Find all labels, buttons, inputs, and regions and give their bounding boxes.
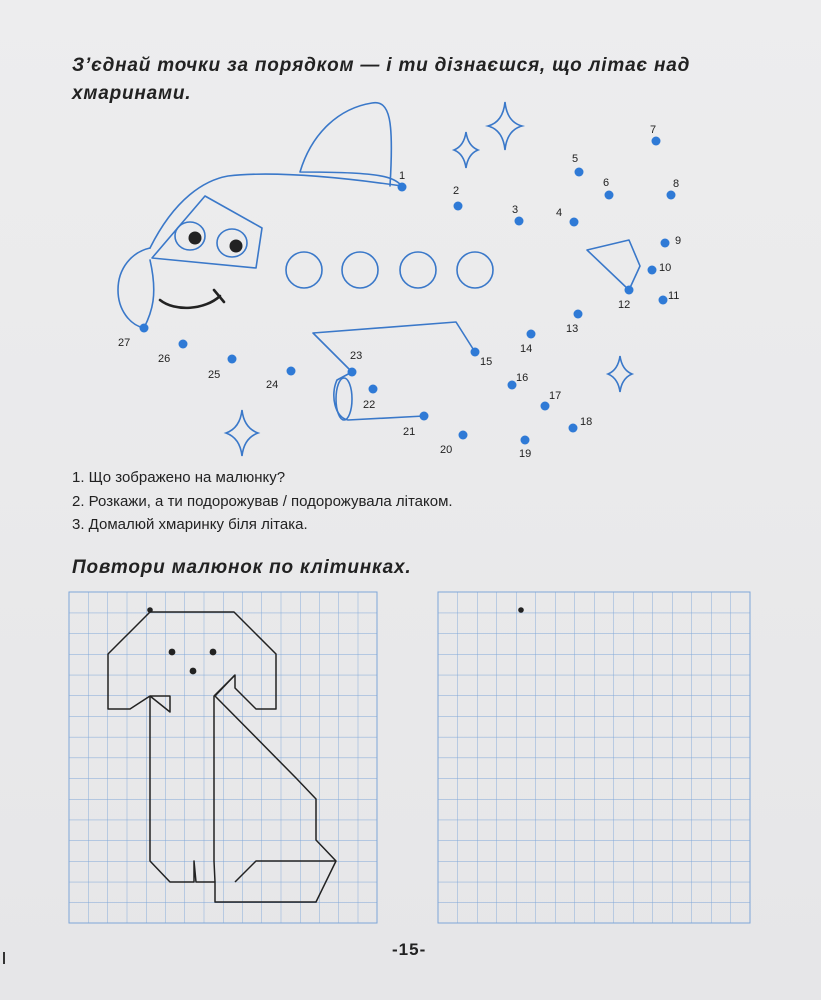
dot-label: 10 (659, 262, 672, 274)
dot-20[interactable] (440, 431, 468, 457)
dot-7[interactable] (650, 124, 661, 146)
task2-title: Повтори малюнок по клітинках. (72, 557, 412, 578)
dot-label: 22 (363, 399, 376, 411)
dot-label: 12 (618, 299, 631, 311)
dot-label: 7 (650, 124, 657, 136)
grid-sample (69, 592, 377, 923)
dot-label: 21 (403, 426, 416, 438)
dot-5[interactable] (572, 153, 584, 177)
dot-label: 14 (520, 343, 533, 355)
questions-list (72, 466, 453, 537)
grid-start-dot (518, 607, 524, 613)
dot-10[interactable] (648, 262, 672, 275)
dot-21[interactable] (403, 412, 429, 439)
dot-1[interactable] (398, 170, 407, 192)
question-item: 3. Домалюй хмаринку біля літака. (72, 516, 308, 533)
dot-label: 15 (480, 356, 493, 368)
dot-label: 6 (603, 177, 610, 189)
airplane-body (150, 174, 402, 248)
question-item: 2. Розкажи, а ти подорожував / подорожувала літаком. (72, 492, 453, 510)
dog-eye (210, 649, 217, 656)
dot-22[interactable] (363, 385, 378, 412)
dot-4[interactable] (556, 207, 579, 227)
dot-label: 11 (668, 290, 680, 302)
dot-label: 24 (266, 379, 279, 391)
dot-11[interactable] (659, 290, 680, 305)
dot-13[interactable] (566, 310, 583, 336)
airplane-smile (160, 290, 224, 308)
dot-label: 25 (208, 369, 221, 381)
pupil-left (189, 232, 202, 245)
dot-label: 20 (440, 444, 453, 456)
dot-12[interactable] (618, 286, 634, 312)
airplane-fin (300, 103, 402, 186)
airplane-cockpit (152, 196, 262, 268)
dot-2[interactable] (453, 185, 463, 211)
connect-dots (118, 124, 681, 460)
dot-label: 2 (453, 185, 460, 197)
dot-14[interactable] (520, 330, 536, 356)
dot-label: 26 (158, 353, 171, 365)
dot-24[interactable] (266, 367, 296, 392)
edge-mark (3, 952, 5, 964)
grid-copy-cells[interactable] (438, 592, 750, 923)
dot-label: 18 (580, 416, 593, 428)
dog-nose (190, 668, 197, 675)
dog-eye (169, 649, 176, 656)
pupil-right (230, 240, 243, 253)
dot-27[interactable] (118, 324, 149, 350)
dot-9[interactable] (661, 235, 682, 248)
airplane-tail-wing (587, 240, 640, 290)
airplane-outline (118, 103, 640, 420)
porthole (400, 252, 436, 288)
sparkle-icon (454, 132, 478, 168)
dot-label: 13 (566, 323, 579, 335)
dot-label: 3 (512, 204, 519, 216)
dot-8[interactable] (667, 178, 680, 200)
grid-start-dot (147, 607, 153, 613)
dot-18[interactable] (569, 416, 593, 433)
dot-label: 17 (549, 390, 562, 402)
dot-label: 27 (118, 337, 131, 349)
airplane-engine-ring (336, 378, 352, 420)
sparkle-icon (226, 410, 258, 456)
dot-label: 16 (516, 372, 529, 384)
porthole (457, 252, 493, 288)
dot-label: 5 (572, 153, 579, 165)
dot-26[interactable] (158, 340, 188, 366)
question-item: 1. Що зображено на малюнку? (72, 469, 286, 486)
dot-23[interactable] (348, 350, 363, 377)
dot-label: 23 (350, 350, 363, 362)
page-number: -15- (392, 940, 427, 959)
dot-3[interactable] (512, 204, 524, 226)
dot-label: 8 (673, 178, 680, 190)
dot-label: 4 (556, 207, 563, 219)
task1-title: З’єднай точки за порядком — і ти дізнаєшся, що літає над хмаринами. (72, 55, 691, 104)
sparkle-icon (488, 102, 522, 150)
dot-19[interactable] (519, 436, 531, 461)
grid-copy[interactable] (438, 592, 750, 923)
dot-label: 9 (675, 235, 682, 247)
airplane-nose (118, 248, 154, 328)
dot-label: 1 (399, 170, 406, 182)
dot-label: 19 (519, 448, 532, 460)
porthole (342, 252, 378, 288)
dot-6[interactable] (603, 177, 614, 200)
porthole (286, 252, 322, 288)
dot-25[interactable] (208, 355, 237, 382)
dot-16[interactable] (508, 372, 529, 390)
sparkle-icon (608, 356, 632, 392)
dot-15[interactable] (471, 348, 493, 369)
dot-17[interactable] (541, 390, 562, 411)
airplane-wing (313, 322, 475, 372)
